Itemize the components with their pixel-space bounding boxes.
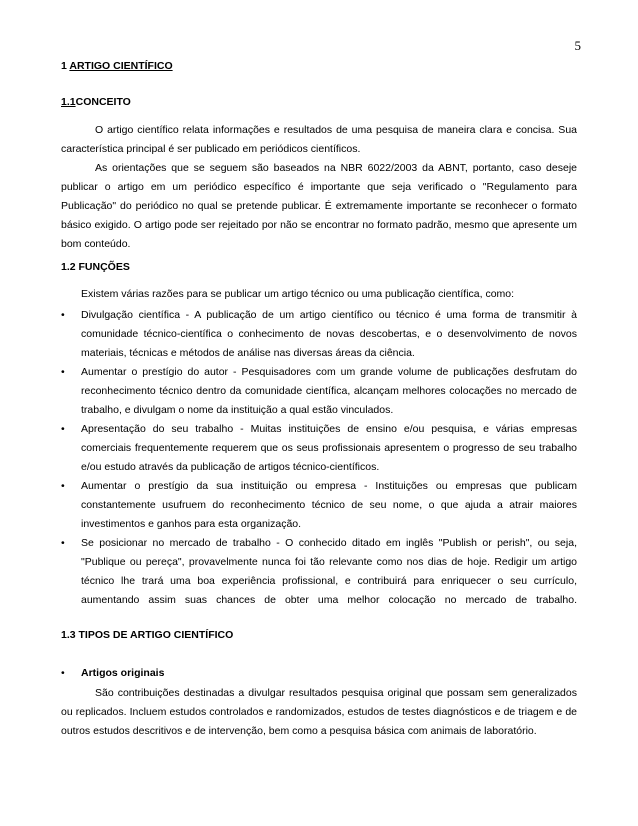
heading-number: 1 xyxy=(61,60,70,72)
bullet-icon: • xyxy=(61,667,65,679)
funcoes-list xyxy=(61,306,577,610)
heading-number: 1.1 xyxy=(61,96,76,108)
list-item xyxy=(61,306,577,363)
tipos-paragraph-1: São contribuições destinadas a divulgar resultados pesquisa original que possam sem generalizados ou replicados. Incluem estudos controlados e randomizados, estudos de testes diagnósticos e de triagem e de outros estudos descritivos e de intervenção, bem como a pesquisa básica com animais de laboratório. xyxy=(61,687,577,737)
heading-artigo-cientifico xyxy=(61,60,173,72)
list-item xyxy=(61,420,577,477)
bullet-icon: • xyxy=(61,537,65,549)
list-item-text: Aumentar o prestígio do autor - Pesquisadores com um grande volume de publicações desfrutam do reconhecimento técnico dentro da comunidade científica, alcançam melhores colocações no mercado de trabalho, e divulgam o nome da instituição a qual estão vinculados. xyxy=(81,366,577,416)
subheading-text: Artigos originais xyxy=(81,667,165,679)
list-item xyxy=(61,363,577,420)
heading-title: ARTIGO CIENTÍFICO xyxy=(69,60,173,72)
bullet-icon: • xyxy=(61,480,65,492)
heading-tipos: 1.3 TIPOS DE ARTIGO CIENTÍFICO xyxy=(61,629,234,641)
list-item-text: Divulgação científica - A publicação de um artigo científico ou técnico é uma forma de transmitir à comunidade técnico-científica o conhecimento de novas descobertas, e o desenvolvimento de novos materiais, técnicas e métodos de análise nas diversas áreas da ciência. xyxy=(81,309,577,359)
bullet-icon: • xyxy=(61,366,65,378)
heading-conceito xyxy=(61,96,131,108)
list-item-text: Aumentar o prestígio da sua instituição ou empresa - Instituições ou empresas que publicam constantemente usufruem do reconhecimento técnico de seu nome, o que ajuda a atrair maiores investimentos e ganhos para esta organização. xyxy=(81,480,577,530)
conceito-paragraph-1: O artigo científico relata informações e resultados de uma pesquisa de maneira clara e concisa. Sua característica principal é ser publicado em periódicos científicos. xyxy=(61,124,577,155)
list-item-text: Se posicionar no mercado de trabalho - O conhecido ditado em inglês "Publish or perish", ou seja, "Publique ou pereça", provavelmente nunca foi tão relevante como nos dias de hoje. Redigir um artigo técnico lhe trará uma boa experiência profissional, e contribuirá para enriquecer o seu currículo, aumentando assim suas chances de obter uma melhor colocação no mercado de trabalho. xyxy=(81,537,577,606)
heading-funcoes: 1.2 FUNÇÕES xyxy=(61,261,130,273)
list-item xyxy=(61,477,577,534)
heading-title: CONCEITO xyxy=(75,96,131,108)
subheading-artigos-originais xyxy=(61,667,164,679)
conceito-paragraph-2: As orientações que se seguem são baseados na NBR 6022/2003 da ABNT, portanto, caso deseje publicar o artigo em um periódico específico é importante que seja verificado o "Regulamento para Publicação" do periódico no qual se pretende publicar. É extremamente importante se reconhecer o formato básico exigido. O artigo pode ser rejeitado por não se encontrar no formato padrão, mesmo que apresente um bom conteúdo. xyxy=(61,162,577,250)
bullet-icon: • xyxy=(61,309,65,321)
bullet-icon: • xyxy=(61,423,65,435)
page-number: 5 xyxy=(574,38,581,53)
list-item-text: Apresentação do seu trabalho - Muitas instituições de ensino e/ou pesquisa, e várias empresas comerciais frequentemente requerem que os seus profissionais apresentem o progresso de seu trabalho e/ou estudo através da publicação de artigos técnico-científicos. xyxy=(81,423,577,473)
list-item xyxy=(61,534,577,610)
funcoes-intro: Existem várias razões para se publicar um artigo técnico ou uma publicação científica, como: xyxy=(81,288,515,300)
